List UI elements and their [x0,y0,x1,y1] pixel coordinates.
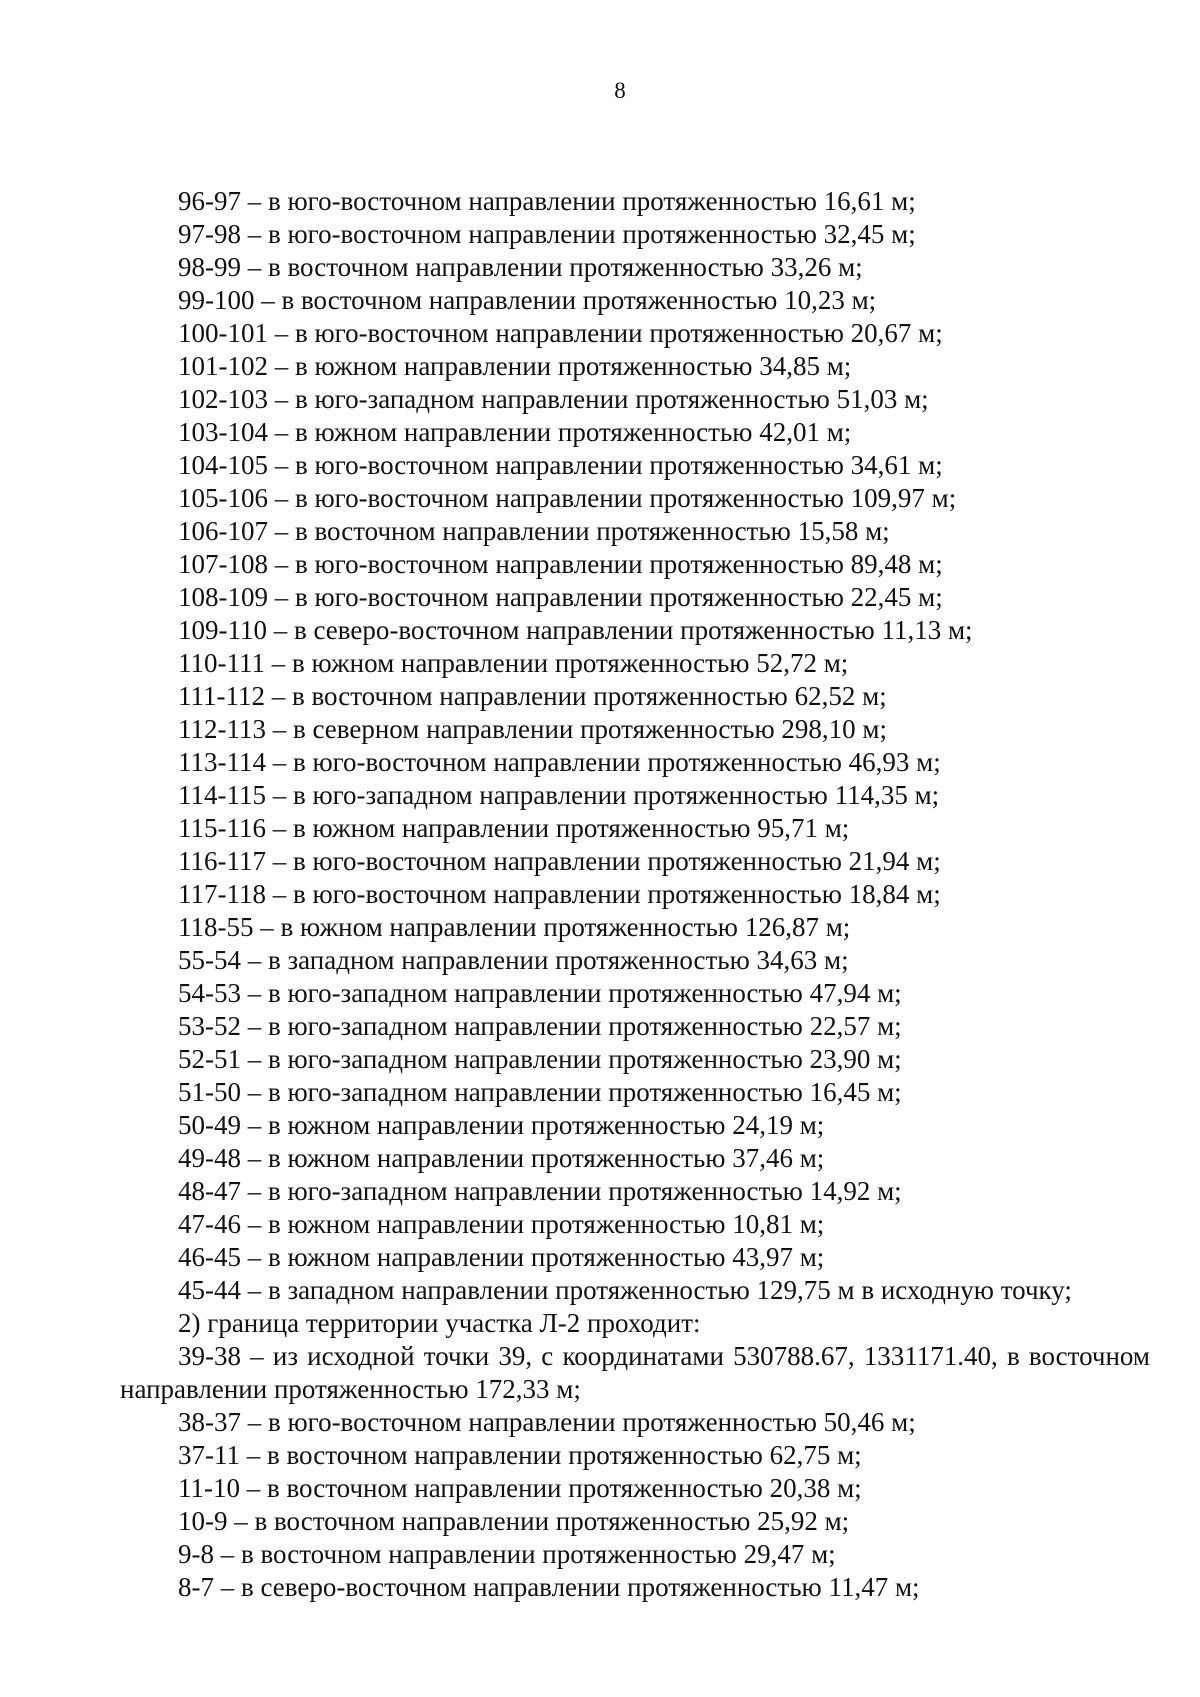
segment-line: 98-99 – в восточном направлении протяженностью 33,26 м; [178,252,863,282]
segment-line: 54-53 – в юго-западном направлении протяженностью 47,94 м; [178,978,902,1008]
segment-line: 52-51 – в юго-западном направлении протяженностью 23,90 м; [178,1044,902,1074]
segment-line: 100-101 – в юго-восточном направлении протяженностью 20,67 м; [178,318,943,348]
segment-line: 46-45 – в южном направлении протяженностью 43,97 м; [178,1242,825,1272]
segment-line: 118-55 – в южном направлении протяженностью 126,87 м; [178,912,851,942]
segment-line: 53-52 – в юго-западном направлении протяженностью 22,57 м; [178,1011,902,1041]
segment-line: 112-113 – в северном направлении протяженностью 298,10 м; [178,714,888,744]
segment-line: 51-50 – в юго-западном направлении протяженностью 16,45 м; [178,1077,902,1107]
segment-list-l2 [120,1406,1150,1604]
segment-line: 114-115 – в юго-западном направлении протяженностью 114,35 м; [178,780,940,810]
segment-line: 104-105 – в юго-восточном направлении протяженностью 34,61 м; [178,450,943,480]
page-number: 8 [614,78,626,103]
document-body [120,185,1150,1604]
segment-line: 115-116 – в южном направлении протяженностью 95,71 м; [178,813,850,843]
segment-line: 11-10 – в восточном направлении протяженностью 20,38 м; [178,1473,862,1503]
segment-line: 49-48 – в южном направлении протяженностью 37,46 м; [178,1143,825,1173]
segment-line: 101-102 – в южном направлении протяженностью 34,85 м; [178,351,852,381]
segment-line: 117-118 – в юго-восточном направлении протяженностью 18,84 м; [178,879,941,909]
segment-line: 8-7 – в северо-восточном направлении протяженностью 11,47 м; [178,1572,920,1602]
segment-line: 50-49 – в южном направлении протяженностью 24,19 м; [178,1110,825,1140]
segment-line: 110-111 – в южном направлении протяженностью 52,72 м; [178,648,849,678]
segment-line: 2) граница территории участка Л-2 проходит: [178,1308,701,1338]
segment-line: 38-37 – в юго-восточном направлении протяженностью 50,46 м; [178,1407,916,1437]
segment-line: 108-109 – в юго-восточном направлении протяженностью 22,45 м; [178,582,943,612]
segment-line: 97-98 – в юго-восточном направлении протяженностью 32,45 м; [178,219,916,249]
segment-line: 37-11 – в восточном направлении протяженностью 62,75 м; [178,1440,862,1470]
segment-line: 111-112 – в восточном направлении протяженностью 62,52 м; [178,681,887,711]
segment-line: 107-108 – в юго-восточном направлении протяженностью 89,48 м; [178,549,943,579]
segment-line: 105-106 – в юго-восточном направлении протяженностью 109,97 м; [178,483,957,513]
segment-line: 106-107 – в восточном направлении протяженностью 15,58 м; [178,516,890,546]
segment-line: 109-110 – в северо-восточном направлении протяженностью 11,13 м; [178,615,973,645]
segment-line: 55-54 – в западном направлении протяженностью 34,63 м; [178,945,849,975]
segment-line: 99-100 – в восточном направлении протяженностью 10,23 м; [178,285,877,315]
segment-paragraph-39-38: 39-38 – из исходной точки 39, с координатами 530788.67, 1331171.40, в восточном направлении протяженностью 172,33 м; [120,1341,1150,1404]
segment-line: 45-44 – в западном направлении протяженностью 129,75 м в исходную точку; [178,1275,1072,1305]
segment-line: 47-46 – в южном направлении протяженностью 10,81 м; [178,1209,825,1239]
segment-list-l1 [120,185,1150,1340]
segment-line: 96-97 – в юго-восточном направлении протяженностью 16,61 м; [178,186,916,216]
segment-line: 116-117 – в юго-восточном направлении протяженностью 21,94 м; [178,846,941,876]
segment-line: 9-8 – в восточном направлении протяженностью 29,47 м; [178,1539,836,1569]
segment-line: 103-104 – в южном направлении протяженностью 42,01 м; [178,417,852,447]
segment-line: 102-103 – в юго-западном направлении протяженностью 51,03 м; [178,384,929,414]
segment-line: 48-47 – в юго-западном направлении протяженностью 14,92 м; [178,1176,902,1206]
segment-line: 113-114 – в юго-восточном направлении протяженностью 46,93 м; [178,747,941,777]
segment-line: 10-9 – в восточном направлении протяженностью 25,92 м; [178,1506,850,1536]
